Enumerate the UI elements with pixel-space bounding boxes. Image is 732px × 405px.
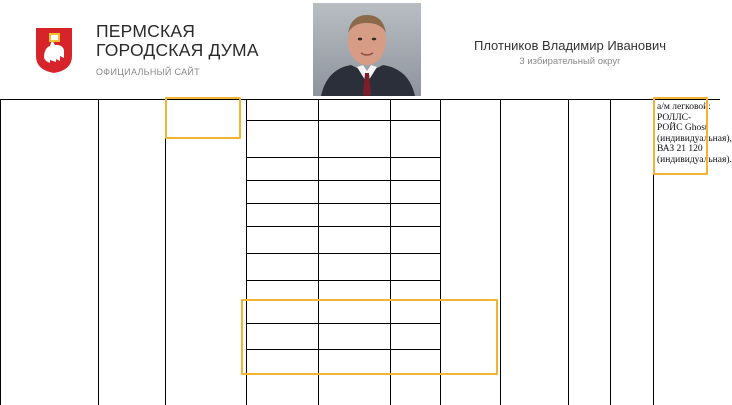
table-row-divider [246, 203, 440, 204]
income-highlight-frame [165, 97, 241, 139]
table-column-divider [98, 99, 99, 405]
table-top-border [0, 99, 720, 100]
org-name-line1: ПЕРМСКАЯ [96, 21, 196, 41]
table-row-divider [246, 226, 440, 227]
org-name-line2: ГОРОДСКАЯ ДУМА [96, 40, 259, 60]
declaration-table [0, 99, 732, 405]
table-row-divider [246, 157, 440, 158]
vehicles-line: (индивидуальная), ВАЗ 21 120 (индивидуальная). [657, 133, 732, 165]
deputy-photo [313, 3, 421, 96]
deputy-name: Плотников Владимир Иванович [473, 38, 667, 53]
table-column-divider [500, 99, 501, 405]
perm-coat-of-arms-icon[interactable] [34, 26, 74, 74]
table-column-divider [568, 99, 569, 405]
vehicles-line: РОЛЛС-РОЙС Ghost [657, 112, 708, 133]
vehicles-line: а/м легковой: [657, 102, 711, 112]
table-column-divider [610, 99, 611, 405]
table-column-divider [0, 99, 1, 405]
table-column-divider [165, 99, 166, 405]
table-row-divider [246, 120, 440, 121]
table-row-divider [246, 253, 440, 254]
org-name[interactable] [96, 22, 259, 60]
property-highlight-frame [241, 299, 498, 375]
table-row-divider [246, 280, 440, 281]
org-subtitle: ОФИЦИАЛЬНЫЙ САЙТ [96, 67, 200, 77]
vehicle-highlight-frame [653, 97, 708, 175]
deputy-district: 3 избирательный округ [519, 56, 621, 67]
site-header [0, 0, 720, 97]
table-row-divider [246, 180, 440, 181]
